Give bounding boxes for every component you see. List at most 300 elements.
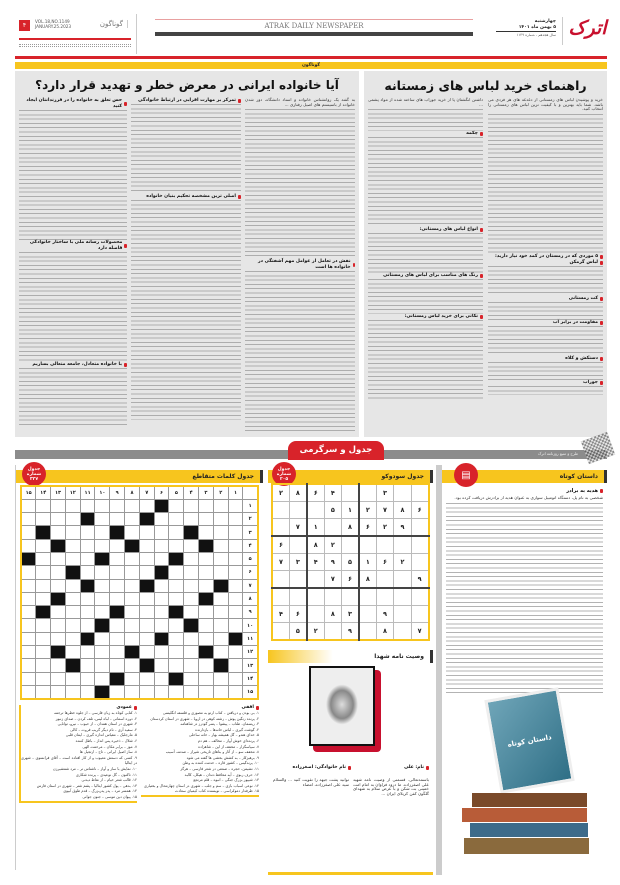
black-cell[interactable] xyxy=(154,632,169,645)
crossword-cell[interactable] xyxy=(21,619,36,632)
crossword-cell[interactable] xyxy=(139,566,154,579)
sudoku-cell[interactable]: ۹ xyxy=(324,553,341,570)
crossword-cell[interactable] xyxy=(228,579,243,592)
crossword-cell[interactable] xyxy=(199,513,214,526)
crossword-cell[interactable] xyxy=(21,685,36,698)
crossword-cell[interactable] xyxy=(184,606,199,619)
crossword-cell[interactable] xyxy=(21,672,36,685)
crossword-cell[interactable] xyxy=(36,632,51,645)
black-cell[interactable] xyxy=(21,552,36,565)
sudoku-cell[interactable]: ۳ xyxy=(289,553,306,570)
sudoku-cell[interactable]: ۹ xyxy=(394,519,411,536)
crossword-cell[interactable] xyxy=(154,539,169,552)
sudoku-cell[interactable]: ۲ xyxy=(324,536,341,553)
crossword-cell[interactable] xyxy=(21,566,36,579)
crossword-cell[interactable] xyxy=(95,579,110,592)
sudoku-cell[interactable]: ۸ xyxy=(307,536,324,553)
sudoku-cell[interactable] xyxy=(359,622,376,639)
crossword-cell[interactable] xyxy=(199,606,214,619)
crossword-cell[interactable] xyxy=(139,606,154,619)
sudoku-cell[interactable] xyxy=(272,519,289,536)
crossword-cell[interactable] xyxy=(65,499,80,512)
sudoku-cell[interactable] xyxy=(272,570,289,587)
sudoku-cell[interactable]: ۸ xyxy=(394,501,411,518)
sudoku-cell[interactable] xyxy=(272,501,289,518)
black-cell[interactable] xyxy=(65,659,80,672)
sudoku-cell[interactable]: ۹ xyxy=(342,622,359,639)
crossword-cell[interactable] xyxy=(95,513,110,526)
crossword-cell[interactable] xyxy=(21,526,36,539)
sudoku-cell[interactable]: ۹ xyxy=(376,605,393,622)
sudoku-cell[interactable]: ۶ xyxy=(272,536,289,553)
crossword-cell[interactable] xyxy=(213,552,228,565)
crossword-cell[interactable] xyxy=(80,606,95,619)
crossword-cell[interactable] xyxy=(51,499,66,512)
crossword-cell[interactable] xyxy=(125,632,140,645)
crossword-cell[interactable] xyxy=(125,513,140,526)
crossword-cell[interactable] xyxy=(213,526,228,539)
crossword-cell[interactable] xyxy=(184,685,199,698)
black-cell[interactable] xyxy=(125,539,140,552)
crossword-cell[interactable] xyxy=(125,499,140,512)
crossword-cell[interactable] xyxy=(154,579,169,592)
crossword-cell[interactable] xyxy=(51,513,66,526)
sudoku-cell[interactable]: ۹ xyxy=(411,570,428,587)
black-cell[interactable] xyxy=(213,659,228,672)
crossword-cell[interactable] xyxy=(169,539,184,552)
sudoku-cell[interactable] xyxy=(324,622,341,639)
crossword-cell[interactable] xyxy=(21,592,36,605)
black-cell[interactable] xyxy=(125,646,140,659)
black-cell[interactable] xyxy=(199,539,214,552)
crossword-cell[interactable] xyxy=(199,499,214,512)
crossword-cell[interactable] xyxy=(213,672,228,685)
sudoku-cell[interactable] xyxy=(289,536,306,553)
crossword-cell[interactable] xyxy=(110,659,125,672)
black-cell[interactable] xyxy=(169,552,184,565)
crossword-cell[interactable] xyxy=(95,606,110,619)
crossword-cell[interactable] xyxy=(213,685,228,698)
sudoku-cell[interactable]: ۶ xyxy=(289,605,306,622)
crossword-cell[interactable] xyxy=(139,685,154,698)
sudoku-cell[interactable]: ۳ xyxy=(342,605,359,622)
black-cell[interactable] xyxy=(169,606,184,619)
crossword-cell[interactable] xyxy=(139,646,154,659)
crossword-cell[interactable] xyxy=(169,579,184,592)
crossword-cell[interactable] xyxy=(36,685,51,698)
crossword-cell[interactable] xyxy=(51,619,66,632)
crossword-cell[interactable] xyxy=(65,592,80,605)
crossword-cell[interactable] xyxy=(213,619,228,632)
sudoku-cell[interactable] xyxy=(411,588,428,605)
sudoku-cell[interactable] xyxy=(359,536,376,553)
crossword-cell[interactable] xyxy=(110,539,125,552)
crossword-cell[interactable] xyxy=(228,646,243,659)
sudoku-cell[interactable]: ۲ xyxy=(394,553,411,570)
sudoku-cell[interactable]: ۸ xyxy=(324,605,341,622)
crossword-cell[interactable] xyxy=(65,526,80,539)
crossword-cell[interactable] xyxy=(51,632,66,645)
crossword-cell[interactable] xyxy=(213,632,228,645)
black-cell[interactable] xyxy=(51,592,66,605)
crossword-cell[interactable] xyxy=(51,685,66,698)
crossword-cell[interactable] xyxy=(228,526,243,539)
crossword-cell[interactable] xyxy=(80,566,95,579)
crossword-cell[interactable] xyxy=(80,526,95,539)
crossword-cell[interactable] xyxy=(184,513,199,526)
crossword-cell[interactable] xyxy=(154,619,169,632)
sudoku-cell[interactable]: ۶ xyxy=(342,570,359,587)
crossword-cell[interactable] xyxy=(110,592,125,605)
black-cell[interactable] xyxy=(228,632,243,645)
crossword-cell[interactable] xyxy=(80,672,95,685)
black-cell[interactable] xyxy=(184,526,199,539)
black-cell[interactable] xyxy=(184,619,199,632)
crossword-cell[interactable] xyxy=(213,606,228,619)
crossword-cell[interactable] xyxy=(95,499,110,512)
sudoku-cell[interactable]: ۸ xyxy=(289,484,306,501)
crossword-cell[interactable] xyxy=(36,513,51,526)
sudoku-cell[interactable]: ۷ xyxy=(376,501,393,518)
sudoku-cell[interactable] xyxy=(394,622,411,639)
crossword-cell[interactable] xyxy=(169,632,184,645)
crossword-cell[interactable] xyxy=(228,672,243,685)
crossword-cell[interactable] xyxy=(125,579,140,592)
crossword-cell[interactable] xyxy=(184,539,199,552)
sudoku-cell[interactable] xyxy=(411,484,428,501)
crossword-cell[interactable] xyxy=(65,606,80,619)
crossword-cell[interactable] xyxy=(65,579,80,592)
crossword-cell[interactable] xyxy=(199,672,214,685)
crossword-cell[interactable] xyxy=(184,592,199,605)
crossword-cell[interactable] xyxy=(80,619,95,632)
crossword-cell[interactable] xyxy=(228,513,243,526)
sudoku-cell[interactable] xyxy=(324,519,341,536)
crossword-cell[interactable] xyxy=(110,632,125,645)
crossword-cell[interactable] xyxy=(125,672,140,685)
crossword-cell[interactable] xyxy=(199,632,214,645)
crossword-cell[interactable] xyxy=(65,685,80,698)
sudoku-cell[interactable] xyxy=(394,536,411,553)
crossword-cell[interactable] xyxy=(125,606,140,619)
crossword-cell[interactable] xyxy=(199,526,214,539)
crossword-cell[interactable] xyxy=(21,659,36,672)
black-cell[interactable] xyxy=(80,632,95,645)
crossword-cell[interactable] xyxy=(199,685,214,698)
crossword-cell[interactable] xyxy=(110,513,125,526)
sudoku-cell[interactable]: ۸ xyxy=(376,622,393,639)
sudoku-cell[interactable] xyxy=(394,570,411,587)
sudoku-cell[interactable]: ۵ xyxy=(342,553,359,570)
crossword-cell[interactable] xyxy=(36,552,51,565)
crossword-cell[interactable] xyxy=(125,619,140,632)
crossword-cell[interactable] xyxy=(199,659,214,672)
sudoku-cell[interactable] xyxy=(411,553,428,570)
crossword-cell[interactable] xyxy=(228,499,243,512)
sudoku-cell[interactable]: ۶ xyxy=(411,501,428,518)
crossword-cell[interactable] xyxy=(154,592,169,605)
crossword-cell[interactable] xyxy=(125,566,140,579)
sudoku-cell[interactable] xyxy=(376,536,393,553)
crossword-cell[interactable] xyxy=(139,619,154,632)
crossword-cell[interactable] xyxy=(228,566,243,579)
crossword-cell[interactable] xyxy=(154,672,169,685)
crossword-cell[interactable] xyxy=(51,526,66,539)
crossword-cell[interactable] xyxy=(21,579,36,592)
sudoku-cell[interactable] xyxy=(272,622,289,639)
black-cell[interactable] xyxy=(36,606,51,619)
sudoku-cell[interactable]: ۱ xyxy=(307,519,324,536)
crossword-cell[interactable] xyxy=(184,646,199,659)
black-cell[interactable] xyxy=(110,672,125,685)
black-cell[interactable] xyxy=(95,619,110,632)
sudoku-cell[interactable]: ۸ xyxy=(342,519,359,536)
sudoku-cell[interactable] xyxy=(272,588,289,605)
sudoku-cell[interactable] xyxy=(307,570,324,587)
crossword-cell[interactable] xyxy=(169,566,184,579)
crossword-cell[interactable] xyxy=(21,513,36,526)
sudoku-cell[interactable] xyxy=(342,484,359,501)
crossword-cell[interactable] xyxy=(199,566,214,579)
crossword-cell[interactable] xyxy=(110,619,125,632)
crossword-cell[interactable] xyxy=(139,592,154,605)
crossword-cell[interactable] xyxy=(228,659,243,672)
crossword-cell[interactable] xyxy=(65,619,80,632)
sudoku-cell[interactable]: ۲ xyxy=(376,519,393,536)
crossword-cell[interactable] xyxy=(199,552,214,565)
crossword-cell[interactable] xyxy=(95,632,110,645)
sudoku-cell[interactable]: ۷ xyxy=(289,519,306,536)
black-cell[interactable] xyxy=(110,526,125,539)
crossword-cell[interactable] xyxy=(169,659,184,672)
crossword-cell[interactable] xyxy=(65,539,80,552)
crossword-cell[interactable] xyxy=(184,552,199,565)
crossword-cell[interactable] xyxy=(110,499,125,512)
sudoku-cell[interactable] xyxy=(376,570,393,587)
crossword-cell[interactable] xyxy=(110,579,125,592)
crossword-cell[interactable] xyxy=(184,672,199,685)
crossword-cell[interactable] xyxy=(36,499,51,512)
crossword-cell[interactable] xyxy=(36,592,51,605)
black-cell[interactable] xyxy=(36,526,51,539)
crossword-cell[interactable] xyxy=(125,592,140,605)
sudoku-cell[interactable]: ۱ xyxy=(359,553,376,570)
crossword-cell[interactable] xyxy=(51,659,66,672)
sudoku-cell[interactable]: ۵ xyxy=(324,501,341,518)
black-cell[interactable] xyxy=(51,539,66,552)
crossword-cell[interactable] xyxy=(139,672,154,685)
sudoku-cell[interactable] xyxy=(324,588,341,605)
crossword-cell[interactable] xyxy=(95,526,110,539)
sudoku-cell[interactable] xyxy=(359,588,376,605)
crossword-cell[interactable] xyxy=(21,499,36,512)
crossword-cell[interactable] xyxy=(213,513,228,526)
crossword-cell[interactable] xyxy=(184,566,199,579)
crossword-cell[interactable] xyxy=(80,659,95,672)
sudoku-cell[interactable]: ۱ xyxy=(342,501,359,518)
black-cell[interactable] xyxy=(80,579,95,592)
crossword-cell[interactable] xyxy=(65,646,80,659)
crossword-cell[interactable] xyxy=(65,513,80,526)
black-cell[interactable] xyxy=(154,566,169,579)
crossword-cell[interactable] xyxy=(36,566,51,579)
black-cell[interactable] xyxy=(213,579,228,592)
sudoku-cell[interactable] xyxy=(359,484,376,501)
crossword-cell[interactable] xyxy=(228,552,243,565)
crossword-cell[interactable] xyxy=(21,632,36,645)
sudoku-cell[interactable]: ۴ xyxy=(272,605,289,622)
crossword-cell[interactable] xyxy=(213,499,228,512)
crossword-cell[interactable] xyxy=(80,552,95,565)
crossword-cell[interactable] xyxy=(80,499,95,512)
crossword-cell[interactable] xyxy=(80,539,95,552)
sudoku-cell[interactable]: ۷ xyxy=(324,570,341,587)
crossword-cell[interactable] xyxy=(154,526,169,539)
crossword-cell[interactable] xyxy=(169,619,184,632)
black-cell[interactable] xyxy=(199,592,214,605)
crossword-cell[interactable] xyxy=(95,672,110,685)
crossword-cell[interactable] xyxy=(36,539,51,552)
crossword-cell[interactable] xyxy=(199,619,214,632)
crossword-cell[interactable] xyxy=(36,646,51,659)
crossword-cell[interactable] xyxy=(199,579,214,592)
sudoku-cell[interactable] xyxy=(394,588,411,605)
crossword-cell[interactable] xyxy=(110,646,125,659)
crossword-cell[interactable] xyxy=(51,672,66,685)
sudoku-cell[interactable]: ۶ xyxy=(307,484,324,501)
crossword-cell[interactable] xyxy=(95,592,110,605)
sudoku-cell[interactable] xyxy=(411,536,428,553)
crossword-cell[interactable] xyxy=(139,526,154,539)
sudoku-cell[interactable]: ۷ xyxy=(272,553,289,570)
crossword-cell[interactable] xyxy=(110,552,125,565)
sudoku-cell[interactable] xyxy=(289,501,306,518)
crossword-cell[interactable] xyxy=(36,619,51,632)
sudoku-cell[interactable]: ۳ xyxy=(376,484,393,501)
crossword-cell[interactable] xyxy=(80,646,95,659)
crossword-cell[interactable] xyxy=(213,566,228,579)
crossword-cell[interactable] xyxy=(95,566,110,579)
black-cell[interactable] xyxy=(139,513,154,526)
sudoku-cell[interactable] xyxy=(289,588,306,605)
crossword-cell[interactable] xyxy=(154,659,169,672)
sudoku-cell[interactable]: ۶ xyxy=(376,553,393,570)
crossword-cell[interactable] xyxy=(169,646,184,659)
crossword-cell[interactable] xyxy=(51,552,66,565)
crossword-cell[interactable] xyxy=(213,592,228,605)
crossword-cell[interactable] xyxy=(125,552,140,565)
sudoku-cell[interactable] xyxy=(394,484,411,501)
crossword-cell[interactable] xyxy=(65,632,80,645)
crossword-cell[interactable] xyxy=(80,685,95,698)
sudoku-cell[interactable]: ۸ xyxy=(359,570,376,587)
crossword-cell[interactable] xyxy=(51,606,66,619)
crossword-cell[interactable] xyxy=(110,566,125,579)
crossword-cell[interactable] xyxy=(80,592,95,605)
crossword-cell[interactable] xyxy=(169,499,184,512)
sudoku-cell[interactable]: ۲ xyxy=(359,501,376,518)
black-cell[interactable] xyxy=(139,579,154,592)
crossword-cell[interactable] xyxy=(139,539,154,552)
crossword-cell[interactable] xyxy=(95,646,110,659)
crossword-cell[interactable] xyxy=(213,539,228,552)
crossword-cell[interactable] xyxy=(36,659,51,672)
sudoku-cell[interactable]: ۴ xyxy=(324,484,341,501)
crossword-cell[interactable] xyxy=(213,646,228,659)
sudoku-cell[interactable] xyxy=(376,588,393,605)
black-cell[interactable] xyxy=(95,552,110,565)
sudoku-cell[interactable] xyxy=(411,519,428,536)
crossword-cell[interactable] xyxy=(154,685,169,698)
crossword-cell[interactable] xyxy=(139,552,154,565)
crossword-cell[interactable] xyxy=(228,619,243,632)
black-cell[interactable] xyxy=(154,499,169,512)
sudoku-cell[interactable] xyxy=(342,536,359,553)
crossword-cell[interactable] xyxy=(228,606,243,619)
crossword-cell[interactable] xyxy=(139,632,154,645)
sudoku-cell[interactable] xyxy=(411,605,428,622)
sudoku-cell[interactable] xyxy=(342,588,359,605)
black-cell[interactable] xyxy=(51,646,66,659)
crossword-cell[interactable] xyxy=(21,539,36,552)
black-cell[interactable] xyxy=(65,566,80,579)
crossword-cell[interactable] xyxy=(169,685,184,698)
crossword-cell[interactable] xyxy=(154,646,169,659)
sudoku-cell[interactable] xyxy=(307,588,324,605)
black-cell[interactable] xyxy=(169,672,184,685)
crossword-cell[interactable] xyxy=(184,499,199,512)
sudoku-cell[interactable]: ۶ xyxy=(359,519,376,536)
sudoku-cell[interactable]: ۲ xyxy=(307,622,324,639)
crossword-cell[interactable] xyxy=(184,579,199,592)
crossword-cell[interactable] xyxy=(21,606,36,619)
sudoku-cell[interactable] xyxy=(359,605,376,622)
crossword-cell[interactable] xyxy=(21,646,36,659)
sudoku-cell[interactable]: ۷ xyxy=(411,622,428,639)
crossword-cell[interactable] xyxy=(139,499,154,512)
sudoku-cell[interactable]: ۴ xyxy=(307,553,324,570)
crossword-cell[interactable] xyxy=(184,659,199,672)
sudoku-cell[interactable]: ۵ xyxy=(289,622,306,639)
crossword-cell[interactable] xyxy=(125,659,140,672)
crossword-cell[interactable] xyxy=(125,685,140,698)
crossword-cell[interactable] xyxy=(154,606,169,619)
crossword-cell[interactable] xyxy=(154,552,169,565)
crossword-cell[interactable] xyxy=(51,566,66,579)
crossword-cell[interactable] xyxy=(95,659,110,672)
sudoku-cell[interactable]: ۲ xyxy=(272,484,289,501)
black-cell[interactable] xyxy=(80,513,95,526)
crossword-cell[interactable] xyxy=(110,685,125,698)
crossword-cell[interactable] xyxy=(51,579,66,592)
crossword-cell[interactable] xyxy=(36,579,51,592)
black-cell[interactable] xyxy=(95,685,110,698)
crossword-cell[interactable] xyxy=(184,632,199,645)
sudoku-cell[interactable] xyxy=(307,605,324,622)
crossword-cell[interactable] xyxy=(36,672,51,685)
crossword-cell[interactable] xyxy=(169,592,184,605)
crossword-cell[interactable] xyxy=(228,592,243,605)
black-cell[interactable] xyxy=(199,646,214,659)
crossword-cell[interactable] xyxy=(65,672,80,685)
black-cell[interactable] xyxy=(110,606,125,619)
black-cell[interactable] xyxy=(139,659,154,672)
crossword-cell[interactable] xyxy=(169,526,184,539)
crossword-cell[interactable] xyxy=(65,552,80,565)
sudoku-cell[interactable] xyxy=(307,501,324,518)
crossword-cell[interactable] xyxy=(228,539,243,552)
crossword-cell[interactable] xyxy=(169,513,184,526)
